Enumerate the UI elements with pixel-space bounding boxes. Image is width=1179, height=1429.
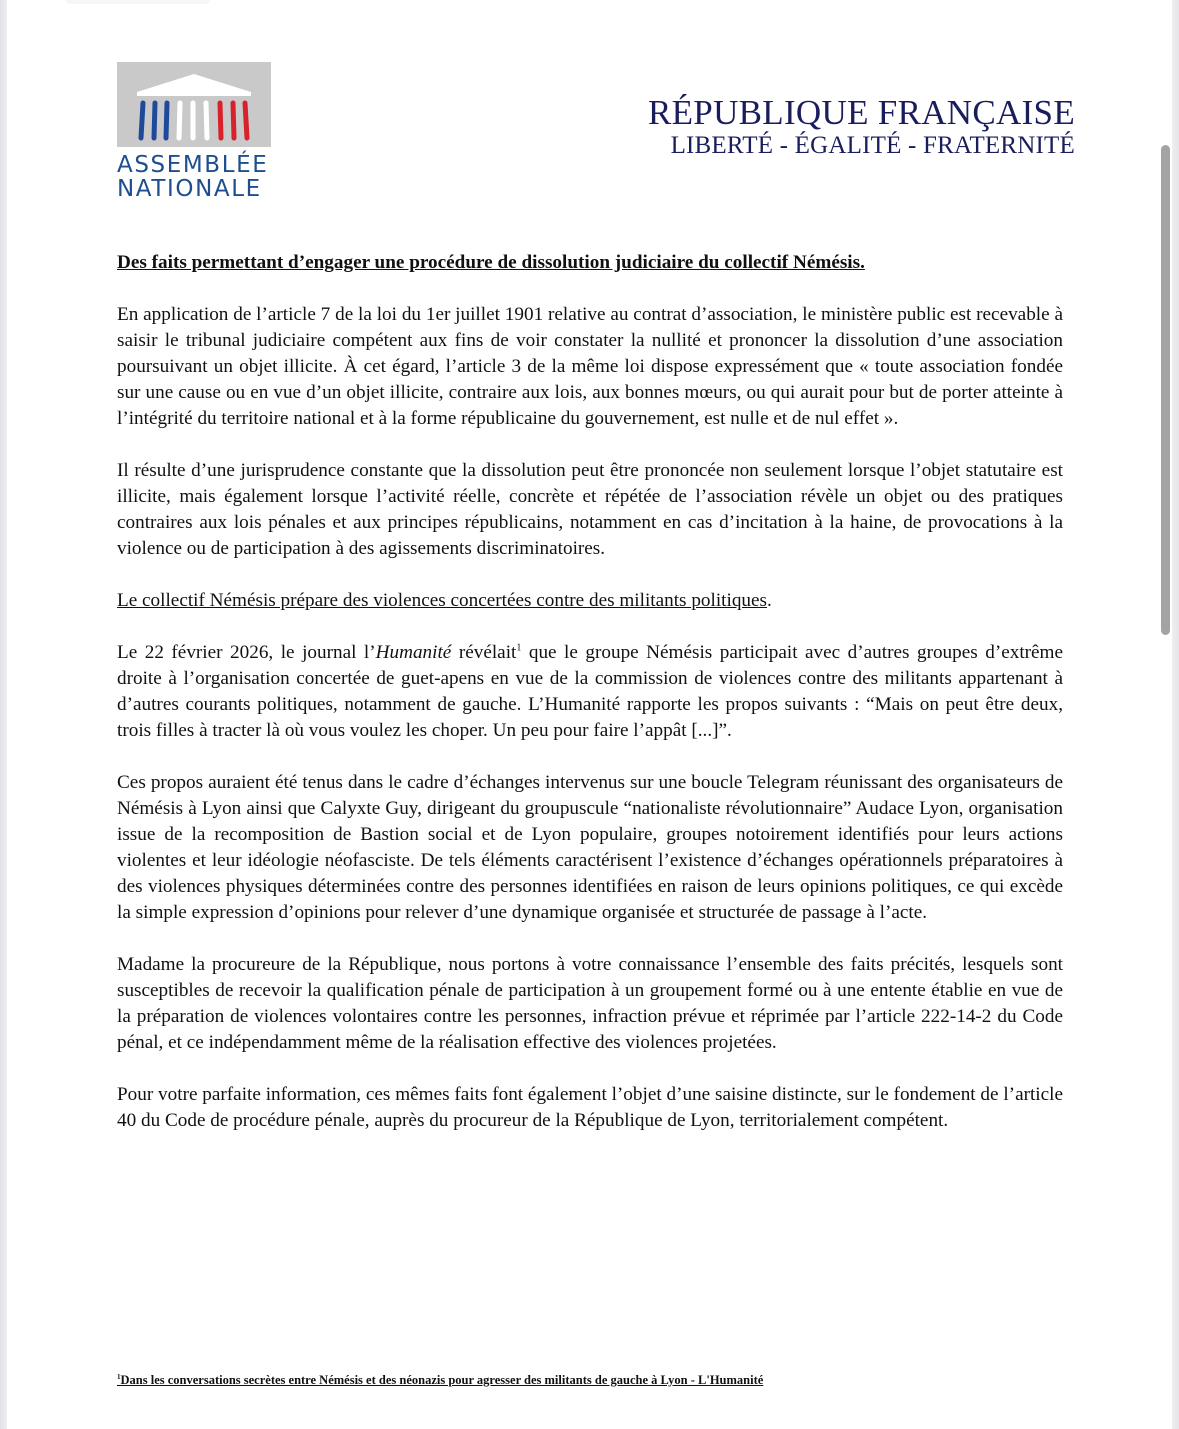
logo-line-1: ASSEMBLÉE bbox=[117, 152, 269, 178]
viewer-left-edge bbox=[0, 0, 7, 1429]
republique-francaise-header bbox=[648, 94, 1075, 160]
logo-line-2: NATIONALE bbox=[117, 176, 262, 202]
paragraph-4: Ces propos auraient été tenus dans le cadre d’échanges intervenus sur une boucle Telegram réunissant des organisateurs de Némésis à Lyon ainsi que Calyxte Guy, dirigeant du groupuscule “nationaliste révolutionnaire” Audace Lyon, organisation issue de la recomposition de Bastion social et de Lyon populaire, groupes notoirement identifiés pour leurs actions violentes et leur idéologie néofasciste. De tels éléments caractérisent l’existence d’échanges opérationnels préparatoires à des violences physiques déterminées contre des personnes identifiées en raison de leurs opinions politiques, ce qui excède la simple expression d’opinions pour relever d’une dynamique organisée et structurée de passage à l’acte. bbox=[117, 772, 1063, 923]
section-heading-2-text: Le collectif Némésis prépare des violences concertées contre des militants politiques bbox=[117, 590, 768, 611]
paragraph-1: En application de l’article 7 de la loi du 1er juillet 1901 relative au contrat d’association, le ministère public est recevable à saisir le tribunal judiciaire compétent aux fins de voir constater la nullité et prononcer la dissolution d’une association poursuivant un objet illicite. À cet égard, l’article 3 de la même loi dispose expressément que « toute association fondée sur une cause ou en vue d’un objet illicite, contraire aux lois, aux bonnes mœurs, ou qui aurait pour but de porter atteinte à l’intégrité du territoire national et à la forme républicaine du gouvernement, est nulle et de nul effet ». bbox=[117, 304, 1063, 429]
footnote-ref[interactable]: 1 bbox=[516, 642, 522, 654]
scrollbar-thumb[interactable] bbox=[1161, 145, 1170, 635]
hemicycle-columns-icon bbox=[117, 62, 271, 147]
newspaper-name: Humanité bbox=[375, 642, 452, 663]
republic-title: RÉPUBLIQUE FRANÇAISE bbox=[647, 93, 1075, 132]
section-heading-1: Des faits permettant d’engager une procédure de dissolution judiciaire du collectif Némésis. bbox=[117, 252, 865, 273]
paragraph-3 bbox=[117, 640, 1063, 744]
document-body bbox=[117, 250, 1063, 1160]
footnote-text[interactable]: Dans les conversations secrètes entre Némésis et des néonazis pour agresser des militants de gauche à Lyon - L'Humanité bbox=[120, 1373, 764, 1387]
republic-motto: LIBERTÉ - ÉGALITÉ - FRATERNITÉ bbox=[670, 132, 1075, 159]
section-heading-2 bbox=[117, 588, 1063, 614]
assemblee-nationale-logo bbox=[117, 62, 271, 202]
footnote-link[interactable] bbox=[117, 1373, 763, 1388]
section-heading-2-period: . bbox=[767, 590, 772, 611]
footnote-number: 1 bbox=[117, 1372, 121, 1381]
paragraph-2: Il résulte d’une jurisprudence constante que la dissolution peut être prononcée non seulement lorsque l’objet statutaire est illicite, mais également lorsque l’activité réelle, concrète et répétée de l’association révèle un objet ou des pratiques contraires aux lois pénales et aux principes républicains, notamment en cas d’incitation à la haine, de provocations à la violence ou de participation à des agissements discriminatoires. bbox=[117, 460, 1063, 559]
previous-page-edge bbox=[66, 0, 210, 4]
viewer-right-edge bbox=[1172, 0, 1179, 1429]
paragraph-5: Madame la procureure de la République, nous portons à votre connaissance l’ensemble des faits précités, lesquels sont susceptibles de recevoir la qualification pénale de participation à un groupement formé ou à une entente établie en vue de la préparation de violences volontaires contre les personnes, infraction prévue et réprimée par l’article 222-14-2 du Code pénal, et ce indépendamment même de la réalisation effective des violences projetées. bbox=[117, 954, 1063, 1053]
paragraph-3-rest: que le groupe Némésis participait avec d’autres groupes d’extrême droite à l’organisation concertée de guet-apens en vue de la commission de violences contre des militants appartenant à d’autres courants politiques, notamment de gauche. L’Humanité rapporte les propos suivants : “Mais on peut être deux, trois filles à tracter là où vous voulez les choper. Un peu pour faire l’appât [...]”. bbox=[117, 642, 1064, 741]
paragraph-3-verb: révélait bbox=[451, 642, 517, 663]
paragraph-6: Pour votre parfaite information, ces mêmes faits font également l’objet d’une saisine distincte, sur le fondement de l’article 40 du Code de procédure pénale, auprès du procureur de la République de Lyon, territorialement compétent. bbox=[117, 1084, 1063, 1131]
paragraph-3-start: Le 22 février 2026, le journal l’ bbox=[117, 642, 376, 663]
logo-background bbox=[117, 62, 271, 147]
